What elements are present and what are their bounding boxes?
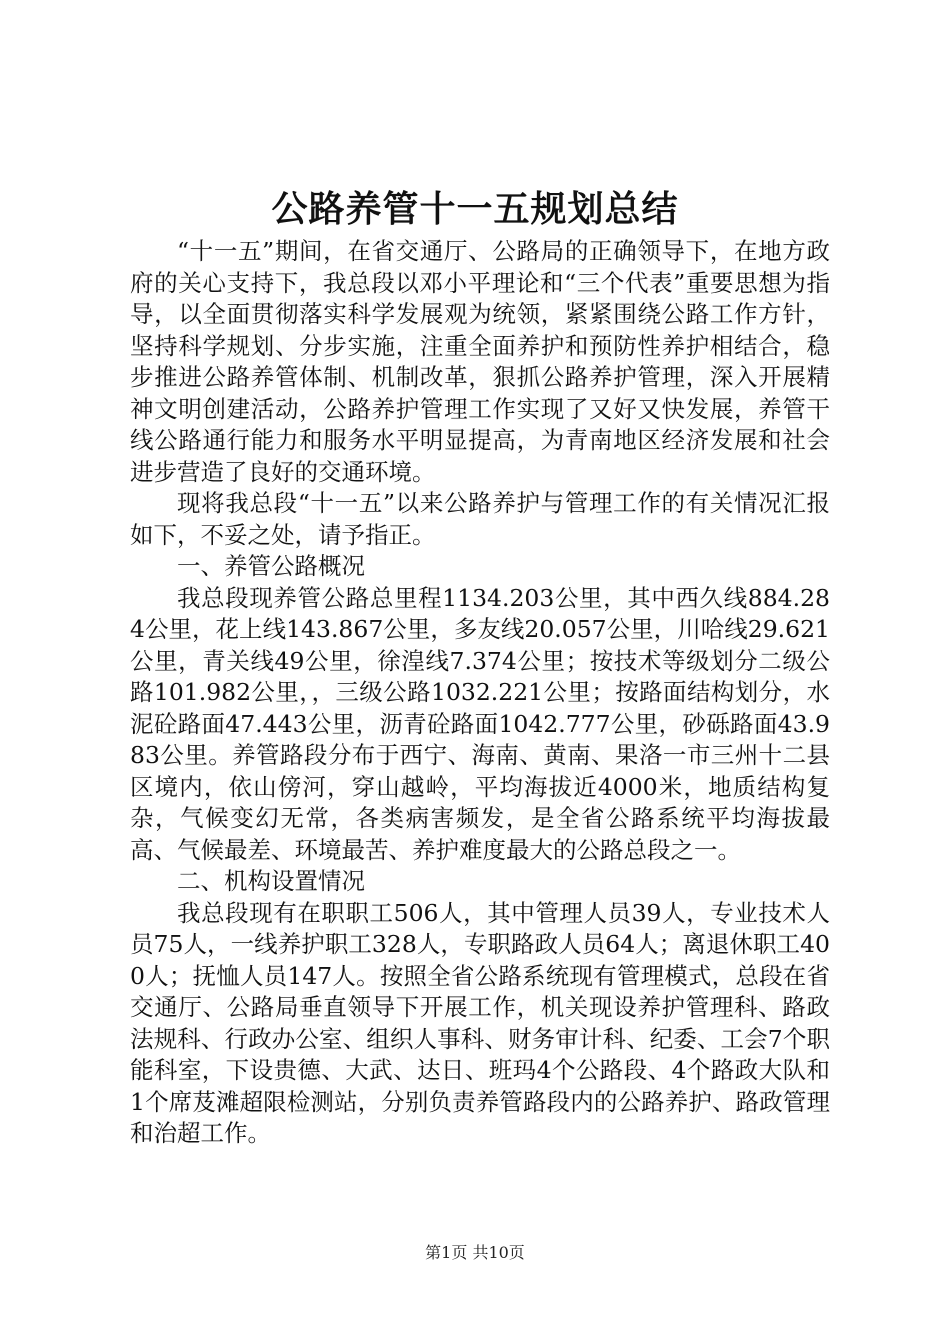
section-heading-organization: 二、机构设置情况 (177, 867, 365, 895)
report-paragraph: 现将我总段“十一五”以来公路养护与管理工作的有关情况汇报如下，不妥之处，请予指正。 (130, 489, 830, 549)
intro-paragraph: “十一五”期间，在省交通厅、公路局的正确领导下，在地方政府的关心支持下，我总段以邓小平理论和“三个代表”重要思想为指导，以全面贯彻落实科学发展观为统领，紧紧围绕公路工作方针，坚持科学规划、分步实施，注重全面养护和预防性养护相结合，稳步推进公路养管体制、机制改革，狠抓公路养护管理，深入开展精神文明创建活动，公路养护管理工作实现了又好又快发展，养管干线公路通行能力和服务水平明显提高，为青南地区经济发展和社会进步营造了良好的交通环境。 (130, 237, 830, 486)
document-title: 公路养管十一五规划总结 (271, 188, 679, 230)
road-overview-paragraph: 我总段现养管公路总里程1134.203公里，其中西久线884.284公里，花上线143.867公里，多友线20.057公里，川哈线29.621公里，青关线49公里，徐湟线7.374公里；按技术等级划分二级公路101.982公里，，三级公路1032.221公里；按路面结构划分，水泥砼路面47.443公里，沥青砼路面1042.777公里，砂砾路面43.983公里。养管路段分布于西宁、海南、黄南、果洛一市三州十二县区境内，依山傍河，穿山越岭，平均海拔近4000米，地质结构复杂，气候变幻无常，各类病害频发，是全省公路系统平均海拔最高、气候最差、环境最苦、养护难度最大的公路总段之一。 (130, 583, 830, 864)
page-number-footer: 第1页 共10页 (425, 1243, 525, 1262)
section-heading-road-overview: 一、养管公路概况 (177, 552, 365, 580)
document-body (130, 236, 830, 1150)
organization-paragraph: 我总段现有在职职工506人，其中管理人员39人，专业技术人员75人，一线养护职工328人，专职路政人员64人；离退休职工400人；抚恤人员147人。按照全省公路系统现有管理模式，总段在省交通厅、公路局垂直领导下开展工作，机关现设养护管理科、路政法规科、行政办公室、组织人事科、财务审计科、纪委、工会7个职能科室，下设贵德、大武、达日、班玛4个公路段、4个路政大队和1个席芨滩超限检测站，分别负责养管路段内的公路养护、路政管理和治超工作。 (130, 898, 830, 1147)
